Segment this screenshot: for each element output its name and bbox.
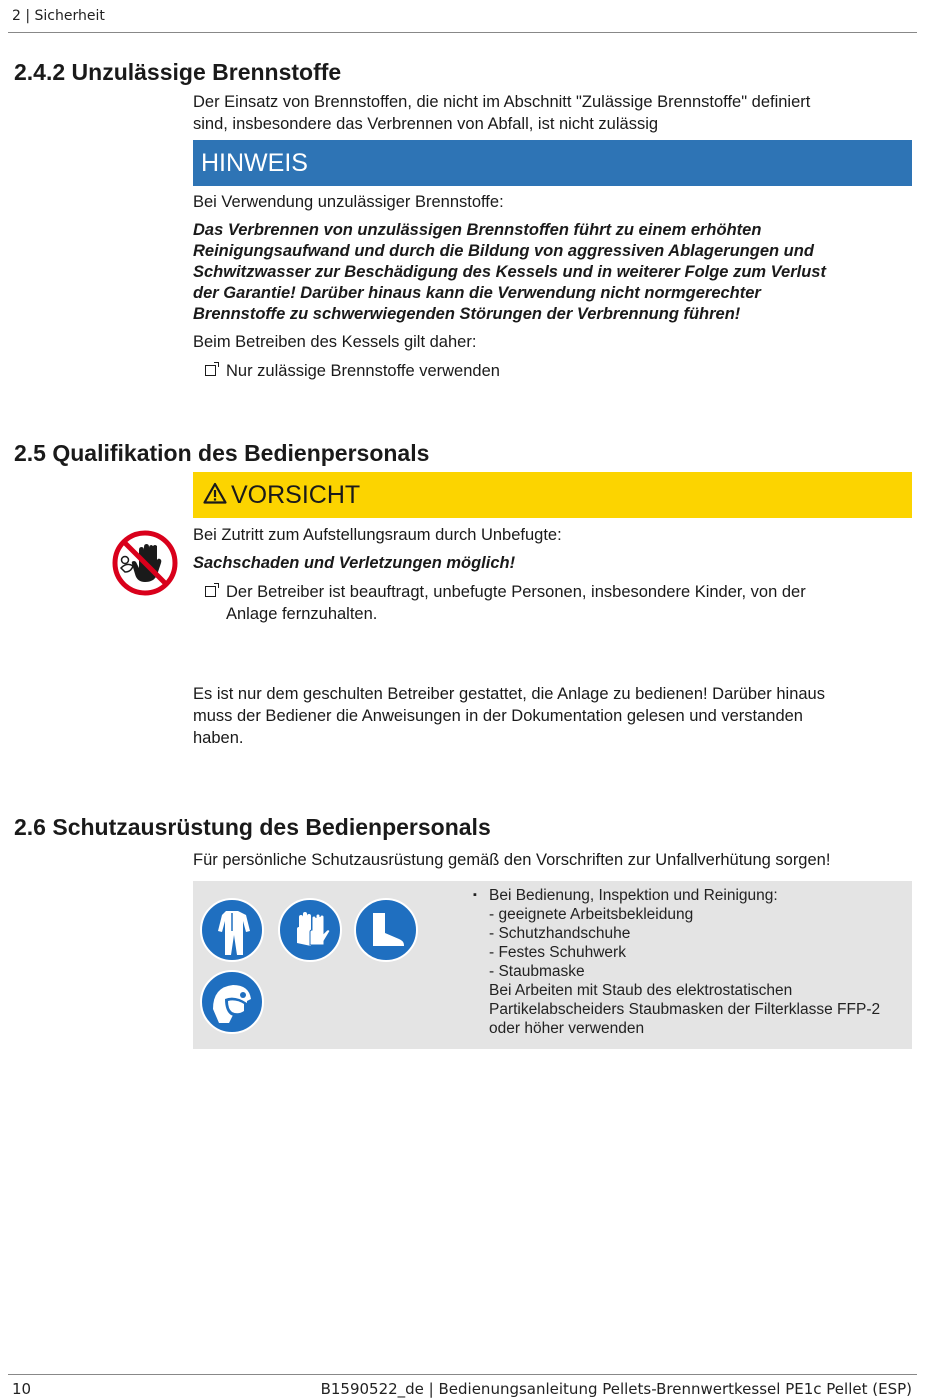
caution-lead: Bei Zutritt zum Aufstellungsraum durch Unbefugte:: [193, 526, 562, 544]
no-entry-unauthorized-icon: [112, 530, 178, 596]
ppe-intro: Für persönliche Schutzausrüstung gemäß den Vorschriften zur Unfallverhütung sorgen!: [193, 851, 831, 869]
document-reference: B1590522_de | Bedienungsanleitung Pellets-Brennwertkessel PE1c Pellet (ESP): [320, 1380, 912, 1398]
header-divider: [8, 32, 917, 33]
action-line: Anlage fernzuhalten.: [226, 605, 378, 623]
action-item-fuels: [190, 360, 910, 382]
bullet-icon: ▪: [473, 889, 477, 901]
ppe-line: - geeignete Arbeitsbekleidung: [489, 906, 694, 923]
notice-label: HINWEIS: [201, 149, 308, 177]
notice-warning-text: [193, 220, 913, 325]
ppe-line: Bei Arbeiten mit Staub des elektrostatischen: [489, 982, 793, 999]
caution-label: VORSICHT: [231, 481, 361, 509]
notice-banner: [193, 140, 912, 186]
qualification-text: [193, 683, 913, 749]
ppe-line: - Staubmaske: [489, 963, 585, 980]
safety-boots-icon: [353, 897, 419, 963]
page-number: 10: [12, 1380, 32, 1398]
body-line: Es ist nur dem geschulten Betreiber gestattet, die Anlage zu bedienen! Darüber hinaus: [193, 685, 825, 703]
action-item-keep-away: [190, 581, 910, 625]
list-item: [473, 886, 880, 905]
caution-warning-text: Sachschaden und Verletzungen möglich!: [193, 554, 516, 572]
intro-line: Der Einsatz von Brennstoffen, die nicht im Abschnitt "Zulässige Brennstoffe" definiert: [193, 93, 811, 111]
ppe-line: Partikelabscheiders Staubmasken der Filterklasse FFP-2: [489, 1001, 881, 1018]
section-heading-25: 2.5 Qualifikation des Bedienpersonals: [14, 440, 430, 466]
warning-line: der Garantie! Darüber hinaus kann die Verwendung nicht normgerechter: [193, 284, 761, 302]
gloves-icon: [277, 897, 343, 963]
footer-divider: [8, 1374, 917, 1375]
checkbox-icon: [205, 365, 216, 376]
ppe-line: - Festes Schuhwerk: [489, 944, 626, 961]
operation-lead: Beim Betreiben des Kessels gilt daher:: [193, 333, 477, 351]
action-item-label: Nur zulässige Brennstoffe verwenden: [226, 362, 500, 380]
action-line: Der Betreiber ist beauftragt, unbefugte Personen, insbesondere Kinder, von der: [226, 583, 806, 601]
dust-mask-icon: [199, 969, 265, 1035]
section-heading-242: 2.4.2 Unzulässige Brennstoffe: [14, 59, 342, 85]
notice-lead: Bei Verwendung unzulässiger Brennstoffe:: [193, 193, 504, 211]
overall-icon: [199, 897, 265, 963]
ppe-line: oder höher verwenden: [489, 1020, 645, 1037]
ppe-panel: [193, 881, 912, 1049]
section-242-intro: [193, 91, 913, 135]
checkbox-icon: [205, 586, 216, 597]
warning-line: Brennstoffe zu schwerwiegenden Störungen der Verbrennung führen!: [193, 305, 741, 323]
section-heading-26: 2.6 Schutzausrüstung des Bedienpersonals: [14, 814, 491, 840]
action-item-label: [226, 581, 806, 625]
warning-line: Das Verbrennen von unzulässigen Brennstoffen führt zu einem erhöhten: [193, 221, 762, 239]
ppe-sub-lines: [473, 905, 880, 1038]
page-header: 2 | Sicherheit: [12, 8, 105, 24]
body-line: muss der Bediener die Anweisungen in der Dokumentation gelesen und verstanden: [193, 707, 803, 725]
warning-triangle-icon: [203, 482, 227, 504]
warning-line: Schwitzwasser zur Beschädigung des Kessels und in weiterer Folge zum Verlust: [193, 263, 826, 281]
body-line: haben.: [193, 729, 244, 747]
warning-line: Reinigungsaufwand und durch die Bildung von aggressiven Ablagerungen und: [193, 242, 814, 260]
caution-banner: [193, 472, 912, 518]
ppe-line: - Schutzhandschuhe: [489, 925, 631, 942]
ppe-requirements-list: [473, 886, 880, 1038]
ppe-bullet-text: Bei Bedienung, Inspektion und Reinigung:: [489, 887, 778, 904]
intro-line: sind, insbesondere das Verbrennen von Abfall, ist nicht zulässig: [193, 115, 659, 133]
